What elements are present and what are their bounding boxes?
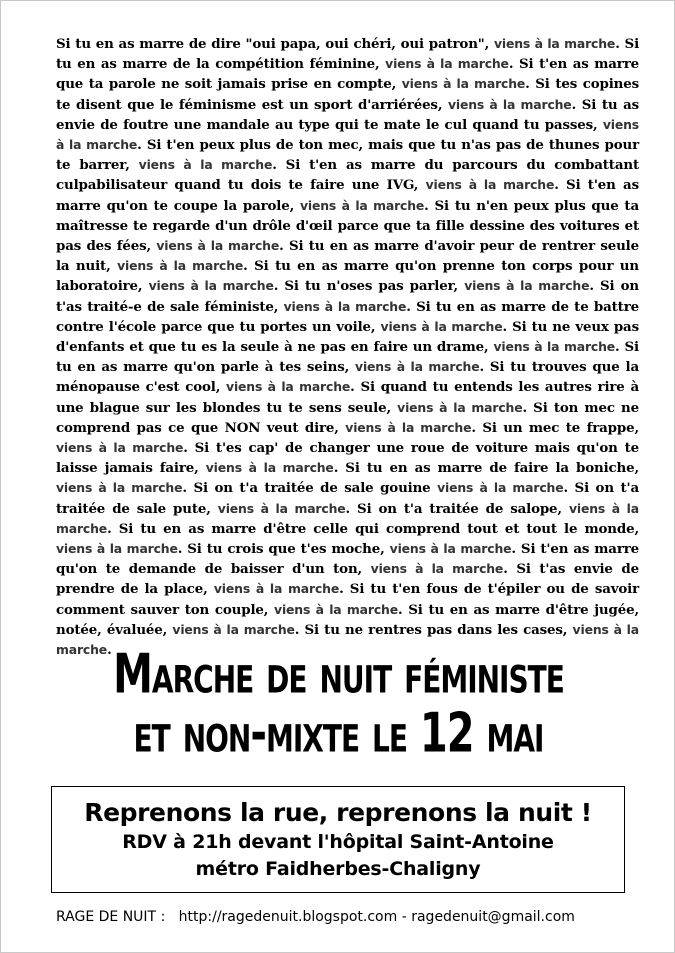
manifesto-refrain: viens à la marche xyxy=(389,541,512,557)
manifesto-clause: Si tu en as marre d'avoir peur de rentrer seule la nuit, xyxy=(56,238,639,275)
manifesto-clause: Si tu ne rentres pas dans les cases, xyxy=(304,621,573,638)
manifesto-clause: Si t'en as marre que ta parole ne soit jamais prise en compte, xyxy=(56,56,639,93)
rdv-box xyxy=(51,786,625,893)
manifesto-refrain: viens à la marche xyxy=(56,440,184,456)
footer-org: RAGE DE NUIT : xyxy=(56,909,166,925)
manifesto-refrain: viens à la marche xyxy=(299,197,425,213)
manifesto-refrain: viens à la marche xyxy=(56,116,639,153)
manifesto-clause: Si tu as envie de foutre une mandale au type qui te mate le cul quand tu passes, xyxy=(56,96,639,133)
manifesto-clause: Si un mec te frappe, xyxy=(482,419,639,436)
manifesto-clause: Si t'en as marre qu'on te demande de baisser d'un ton, xyxy=(56,541,639,578)
manifesto-clause: Si tu trouves que la ménopause c'est cool, xyxy=(56,359,639,396)
footer-blog-link[interactable]: http://ragedenuit.blogspot.com xyxy=(178,909,398,925)
manifesto-clause: Si on t'a traitée de salope, xyxy=(357,500,569,517)
manifesto-clause: Si t'en as marre du parcours du combattant culpabilisateur quand tu dois te faire une IVG, xyxy=(56,157,639,194)
manifesto-refrain: viens à la marche xyxy=(380,318,503,334)
manifesto-clause: Si tu en as marre d'être celle qui comprend tout et tout le monde, xyxy=(118,520,639,537)
manifesto-clause: Si t'as envie de prendre de la place, xyxy=(56,561,639,598)
manifesto-clause: Si tu en as marre de la compétition féminine, xyxy=(56,36,640,73)
footer xyxy=(56,909,656,925)
manifesto-refrain: viens à la marche xyxy=(56,541,178,557)
manifesto-refrain: viens à la marche xyxy=(138,157,273,173)
headline-line-1: Marche de nuit féministe xyxy=(113,643,564,707)
manifesto-clause: Si on t'a traitée de sale pute, xyxy=(56,480,639,517)
footer-email-link[interactable]: ragedenuit@gmail.com xyxy=(411,909,575,925)
manifesto-refrain: viens à la marche xyxy=(437,480,564,496)
manifesto-refrain: viens à la marche xyxy=(345,419,472,435)
manifesto-clause: Si on t'as traité-e de sale féministe, xyxy=(56,278,639,315)
manifesto-refrain: viens à la marche xyxy=(283,298,407,314)
manifesto-clause: Si ton mec ne comprend pas ce que NON veut dire, xyxy=(56,399,639,436)
manifesto-refrain: viens à la marche xyxy=(425,177,555,193)
manifesto-refrain: viens à la marche xyxy=(56,500,639,536)
slogan: Reprenons la rue, reprenons la nuit ! xyxy=(84,798,592,827)
manifesto-clause: Si tes copines te disent que le féminisme est un sport d'arriérées, xyxy=(56,76,639,113)
manifesto-refrain: viens à la marche xyxy=(447,96,572,112)
manifesto-refrain: viens à la marche xyxy=(56,480,183,496)
manifesto-refrain: viens à la marche xyxy=(117,258,244,274)
manifesto-clause: Si tu en as marre de dire "oui papa, oui chéri, oui patron", xyxy=(56,36,494,52)
manifesto-refrain: viens à la marche xyxy=(172,621,295,637)
footer-separator: - xyxy=(397,909,412,925)
manifesto-clause: Si tu crois que t'es moche, xyxy=(187,541,390,558)
manifesto-clause: Si tu ne veux pas d'enfants et que tu es la seule à ne pas en faire un drame, xyxy=(56,318,639,356)
manifesto-refrain: viens à la marche xyxy=(226,379,351,395)
manifesto-refrain: viens à la marche xyxy=(217,500,346,516)
manifesto-clause: Si tu en as marre de te battre contre l'école parce que tu portes un voile, xyxy=(56,298,639,335)
manifesto-clause: Si tu en as marre d'être jugée, notée, évaluée, xyxy=(56,601,639,638)
manifesto-refrain: viens à la marche xyxy=(274,601,398,617)
manifesto-refrain: viens à la marche xyxy=(493,339,616,355)
manifesto-clause: Si tu en as marre qu'on parle à tes seins, xyxy=(56,339,639,376)
manifesto-clause: Si on t'a traitée de sale gouine xyxy=(193,480,438,497)
manifesto-refrain: viens à la marche xyxy=(148,278,274,294)
manifesto-clause: Si quand tu entends les autres rire à une blague sur les blondes tu te sens seule, xyxy=(56,379,639,416)
manifesto-refrain: viens à la marche xyxy=(397,399,523,415)
manifesto-clause: Si tu en as marre de faire la boniche, xyxy=(345,460,639,477)
manifesto-refrain: viens à la marche xyxy=(401,76,526,92)
manifesto-refrain: viens à la marche xyxy=(370,561,504,577)
manifesto-refrain: viens à la marche xyxy=(213,581,340,597)
manifesto-clause: Si tu t'en fous de t'épiler ou de savoir comment sauver ton couple, xyxy=(56,581,639,618)
manifesto-clause: Si tu n'oses pas parler, xyxy=(284,278,465,295)
manifesto-refrain: viens à la marche xyxy=(205,460,334,476)
manifesto-refrain: viens à la marche xyxy=(385,56,509,72)
manifesto-refrain: viens à la marche xyxy=(464,278,590,294)
metro-station: métro Faidherbes-Chaligny xyxy=(195,858,481,880)
meeting-place: RDV à 21h devant l'hôpital Saint-Antoine xyxy=(122,831,554,853)
manifesto-refrain: viens à la marche xyxy=(493,36,616,51)
manifesto-clause: Si tu n'en peux plus que ta maîtresse te regarde d'un drôle d'œil parce que ta fille dessine des voitures et pas des fées, xyxy=(56,197,639,255)
manifesto-refrain: viens à la marche xyxy=(355,359,480,375)
manifesto-clause: Si t'es cap' de changer une roue de voiture mais qu'on te laisse jamais faire, xyxy=(56,440,639,477)
headline-line-2: et non-mixte le 12 mai xyxy=(133,702,544,766)
manifesto-refrain: viens à la marche xyxy=(156,238,280,254)
manifesto-clause: Si tu en as marre qu'on prenne ton corps pour un laboratoire, xyxy=(56,258,639,295)
manifesto-text: Si tu en as marre de dire "oui papa, oui chéri, oui patron", viens à la marche. Si tu en as marre de la compétition féminine, viens à la marche. Si t'en as marre que ta parole ne soit jamais prise en compte, viens à la marche. Si tes copines te disent que le féminisme est un sport d'arriérées, viens à la marche. Si tu as envie de foutre une mandale au type qui te mate le cul quand tu passes, viens à la marche. Si t'en peux plus de ton mec, mais que tu n'as pas de thunes pour te barrer, viens à la marche. Si t'en as marre du parcours du combattant culpabilisateur quand tu dois te faire une IVG, viens à la marche. Si t'en as marre qu'on te coupe la parole, viens à la marche. Si tu n'en peux plus que ta maîtresse te regarde d'un drôle d'œil parce que ta fille dessine des voitures et pas des fées, viens à la marche. Si tu en as marre d'avoir peur de rentrer seule la nuit, viens à la marche. Si tu en as marre qu'on prenne ton corps pour un laboratoire, viens à la marche. Si tu n'oses pas parler, viens à la marche. Si on t'as traité-e de sale féministe, viens à la marche. Si tu en as marre de te battre contre l'école parce que tu portes un voile, viens à la marche. Si tu ne veux pas d'enfants et que tu es la seule à ne pas en faire un drame, viens à la marche. Si tu en as marre qu'on parle à tes seins, viens à la marche. Si tu trouves que la ménopause c'est cool, viens à la marche. Si quand tu entends les autres rire à une blague sur les blondes tu te sens seule, viens à la marche. Si ton mec ne comprend pas ce que NON veut dire, viens à la marche. Si un mec te frappe, viens à la marche. Si t'es cap' de changer une roue de voiture mais qu'on te laisse jamais faire, viens à la marche. Si tu en as marre de faire la boniche, viens à la marche. Si on t'a traitée de sale gouine viens à la marche. Si on t'a traitée de sale pute, viens à la marche. Si on t'a traitée de salope, viens à la marche. Si tu en as marre d'être celle qui comprend tout et tout le monde, viens à la marche. Si tu crois que t'es moche, viens à la marche. Si t'en as marre qu'on te demande de baisser d'un ton, viens à la marche. Si t'as envie de prendre de la place, viens à la marche. Si tu t'en fous de t'épiler ou de savoir comment sauver ton couple, viens à la marche. Si tu en as marre d'être jugée, notée, évaluée, viens à la marche. Si tu ne rentres pas dans les cases, viens à la marche. xyxy=(56,36,640,659)
manifesto-clause: Si t'en as marre qu'on te coupe la parole, xyxy=(56,177,639,214)
manifesto-clause: Si t'en peux plus de ton mec, mais que tu n'as pas de thunes pour te barrer, xyxy=(56,137,639,174)
manifesto-refrain: viens à la marche xyxy=(56,621,639,658)
